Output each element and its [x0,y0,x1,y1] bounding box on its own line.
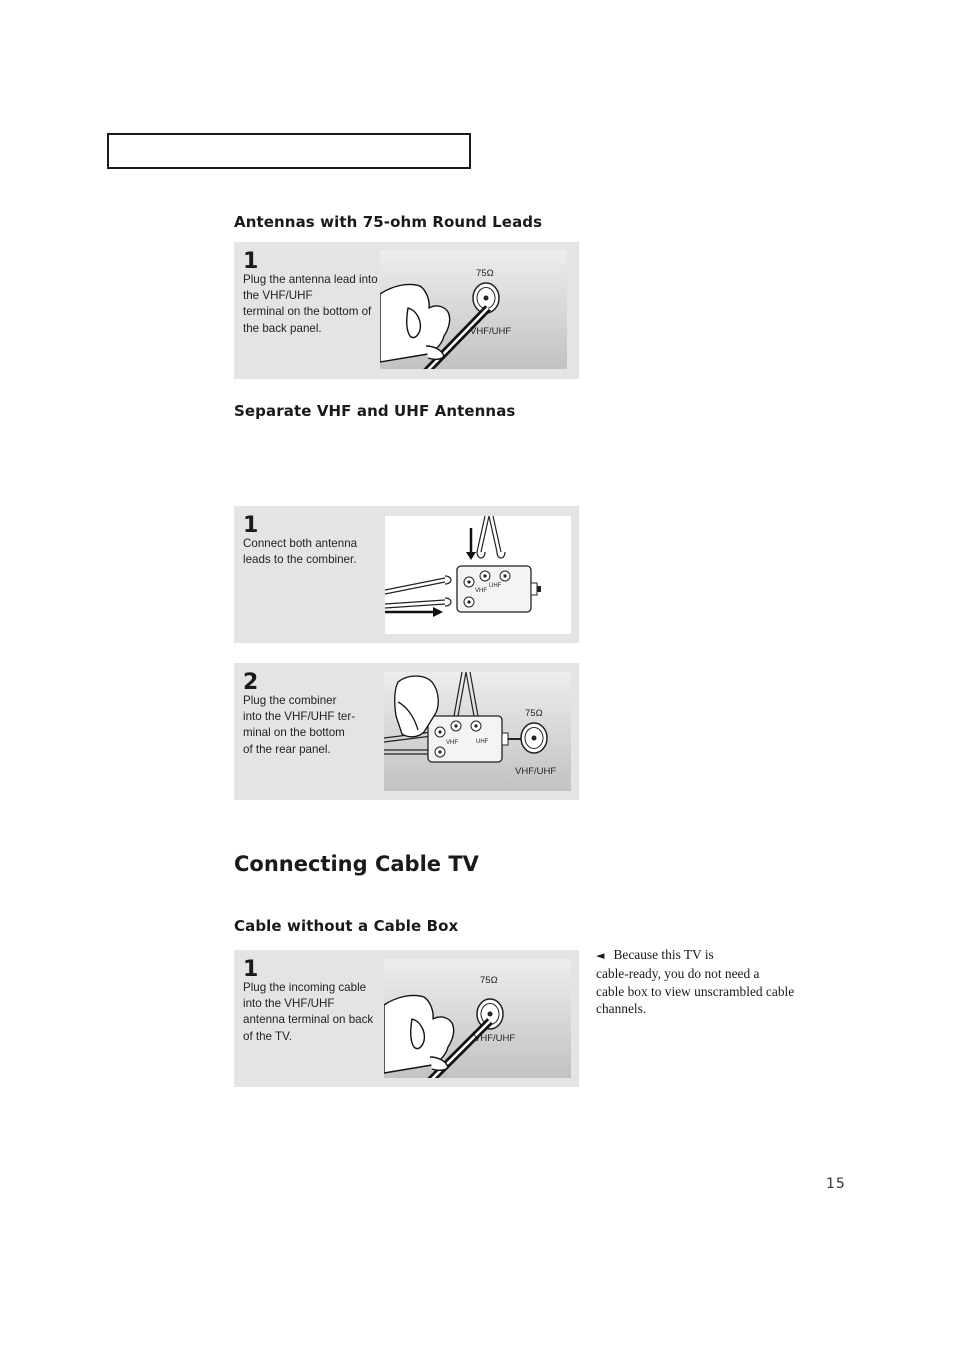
svg-text:VHF/UHF: VHF/UHF [474,1033,516,1044]
page-number: 15 [826,1176,846,1192]
svg-text:UHF: UHF [489,583,502,589]
svg-text:VHF: VHF [475,588,487,594]
cable-ready-note: ◄ Because this TV is cable-ready, you do not need a cable box to view unscrambled cable channels. [596,947,795,1017]
cable-lead-illustration [384,959,571,1078]
svg-text:VHF: VHF [446,740,458,746]
svg-text:75Ω: 75Ω [476,268,494,279]
note-arrow-icon: ◄ [596,949,605,962]
uhf-lead-icon [477,516,505,558]
step-instructions: Plug the antenna lead into the VHF/UHF terminal on the bottom of the back panel. [243,273,378,335]
right-arrow-icon [385,607,443,617]
chapter-header-box [107,133,471,169]
svg-text:UHF: UHF [476,739,489,745]
step-panel-75-ohm-1 [234,242,579,379]
section-title-connecting-cable: Connecting Cable TV [234,852,479,876]
step-instructions: Plug the combiner into the VHF/UHF ter- minal on the bottom of the rear panel. [243,694,356,756]
vhf-lead-icon [385,576,451,608]
down-arrow-icon [466,528,476,560]
svg-text:75Ω: 75Ω [525,708,543,719]
svg-text:VHF/UHF: VHF/UHF [470,326,512,337]
step-number: 1 [243,249,259,274]
step-number: 2 [243,670,259,695]
step-number: 1 [243,957,259,982]
coax-terminal-icon [521,723,547,753]
step-panel-separate-1 [234,506,579,643]
antenna-lead-illustration [380,250,567,369]
heading-separate-vhf-uhf: Separate VHF and UHF Antennas [234,402,516,420]
step-number: 1 [243,513,259,538]
step-panel-cable-1 [234,950,579,1087]
heading-antennas-75-ohm: Antennas with 75-ohm Round Leads [234,213,543,231]
svg-text:VHF/UHF: VHF/UHF [515,766,557,777]
heading-cable-without-box: Cable without a Cable Box [234,917,459,935]
combiner-illustration [385,516,571,634]
svg-text:75Ω: 75Ω [480,975,498,986]
combiner-box-icon [457,566,541,612]
step-panel-separate-2 [234,663,579,800]
step-instructions: Plug the incoming cable into the VHF/UHF antenna terminal on back of the TV. [243,981,374,1043]
combiner-to-terminal-illustration [384,672,571,791]
step-instructions: Connect both antenna leads to the combiner. [243,537,358,567]
